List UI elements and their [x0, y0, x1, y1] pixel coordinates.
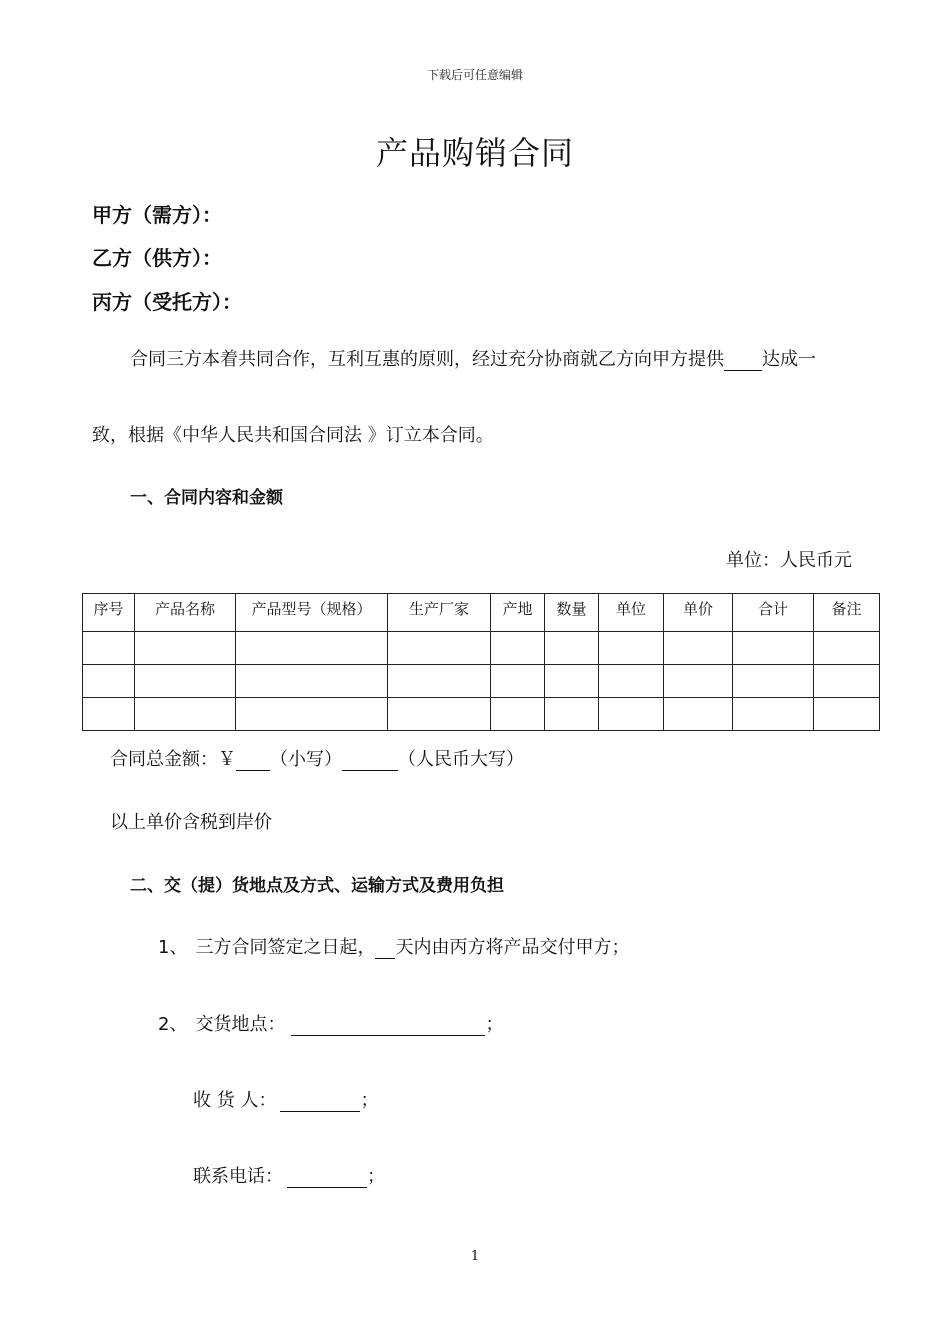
- section-2-heading: 二、交（提）货地点及方式、运输方式及费用负担: [130, 876, 504, 896]
- delivery-location-label: 交货地点：: [195, 1014, 286, 1035]
- intro-line-2: 致，根据《中华人民共和国合同法 》订立本合同。: [92, 425, 494, 446]
- phone-label: 联系电话：: [193, 1166, 283, 1187]
- tax-note: 以上单价含税到岸价: [110, 812, 272, 833]
- table-cell: [236, 698, 388, 731]
- table-cell: [814, 665, 880, 698]
- table-cell: [491, 632, 545, 665]
- receiver-end: ；: [360, 1090, 379, 1111]
- col-header: 序号: [83, 594, 135, 632]
- table-cell: [491, 698, 545, 731]
- section-1-heading: 一、合同内容和金额: [130, 488, 283, 508]
- phone-line: [193, 1162, 385, 1188]
- table-cell: [135, 632, 236, 665]
- table-cell: [135, 698, 236, 731]
- receiver-line: [193, 1086, 378, 1112]
- col-header: 单价: [664, 594, 733, 632]
- col-header: 备注: [814, 594, 880, 632]
- table-cell: [599, 698, 664, 731]
- total-small-blank: [236, 752, 270, 771]
- table-cell: [545, 632, 599, 665]
- table-cell: [599, 665, 664, 698]
- total-big-blank: [342, 752, 398, 771]
- col-header: 合计: [733, 594, 814, 632]
- item-2-number: 2、: [158, 1014, 188, 1035]
- col-header: 生产厂家: [388, 594, 491, 632]
- phone-blank: [287, 1169, 367, 1188]
- table-cell: [491, 665, 545, 698]
- phone-end: ；: [367, 1166, 385, 1187]
- col-header: 产品名称: [135, 594, 236, 632]
- intro-text-before: 合同三方本着共同合作，互利互惠的原则，经过充分协商就乙方向甲方提供: [130, 349, 724, 370]
- table-cell: [814, 698, 880, 731]
- receiver-label: 收 货 人：: [193, 1090, 277, 1111]
- table-cell: [388, 665, 491, 698]
- table-header-row: [83, 594, 880, 632]
- table-cell: [83, 632, 135, 665]
- table-row: [83, 665, 880, 698]
- table-cell: [545, 665, 599, 698]
- document-title: 产品购销合同: [375, 134, 574, 172]
- item-1-text-after: 天内由丙方将产品交付甲方；: [395, 937, 630, 958]
- item-1-number: 1、: [158, 937, 188, 958]
- table-cell: [733, 632, 814, 665]
- table-cell: [814, 632, 880, 665]
- delivery-item-2: [158, 1010, 503, 1036]
- table-cell: [664, 698, 733, 731]
- receiver-blank: [280, 1093, 360, 1112]
- table-row: [83, 698, 880, 731]
- table-row: [83, 632, 880, 665]
- table-cell: [236, 665, 388, 698]
- page-number: 1: [470, 1249, 480, 1264]
- table-cell: [664, 665, 733, 698]
- table-cell: [599, 632, 664, 665]
- table-cell: [388, 632, 491, 665]
- currency-unit: 单位：人民币元: [726, 550, 852, 571]
- col-header: 单位: [599, 594, 664, 632]
- table-cell: [83, 698, 135, 731]
- table-cell: [236, 632, 388, 665]
- party-b-label: 乙方（供方）：: [92, 246, 222, 270]
- intro-line-1: [130, 345, 816, 371]
- table-cell: [664, 632, 733, 665]
- delivery-location-end: ；: [485, 1014, 504, 1035]
- party-c-label: 丙方（受托方）：: [92, 290, 242, 314]
- total-amount-line: [110, 745, 524, 771]
- total-label: 合同总金额：￥: [110, 749, 236, 770]
- total-small-label: （小写）: [270, 749, 342, 770]
- delivery-location-blank: [291, 1017, 485, 1036]
- goods-table: [82, 593, 880, 731]
- days-blank: [375, 940, 395, 959]
- table-cell: [388, 698, 491, 731]
- product-blank: [724, 352, 762, 371]
- table-cell: [545, 698, 599, 731]
- header-note: 下载后可任意编辑: [426, 68, 523, 82]
- col-header: 产地: [491, 594, 545, 632]
- table-cell: [83, 665, 135, 698]
- party-a-label: 甲方（需方）：: [92, 203, 222, 227]
- table-cell: [733, 698, 814, 731]
- table-cell: [733, 665, 814, 698]
- col-header: 产品型号（规格）: [236, 594, 388, 632]
- col-header: 数量: [545, 594, 599, 632]
- table-cell: [135, 665, 236, 698]
- item-1-text-before: 三方合同签定之日起，: [195, 937, 376, 958]
- delivery-item-1: [158, 933, 629, 959]
- intro-text-after: 达成一: [762, 349, 816, 370]
- total-big-label: （人民币大写）: [398, 749, 524, 770]
